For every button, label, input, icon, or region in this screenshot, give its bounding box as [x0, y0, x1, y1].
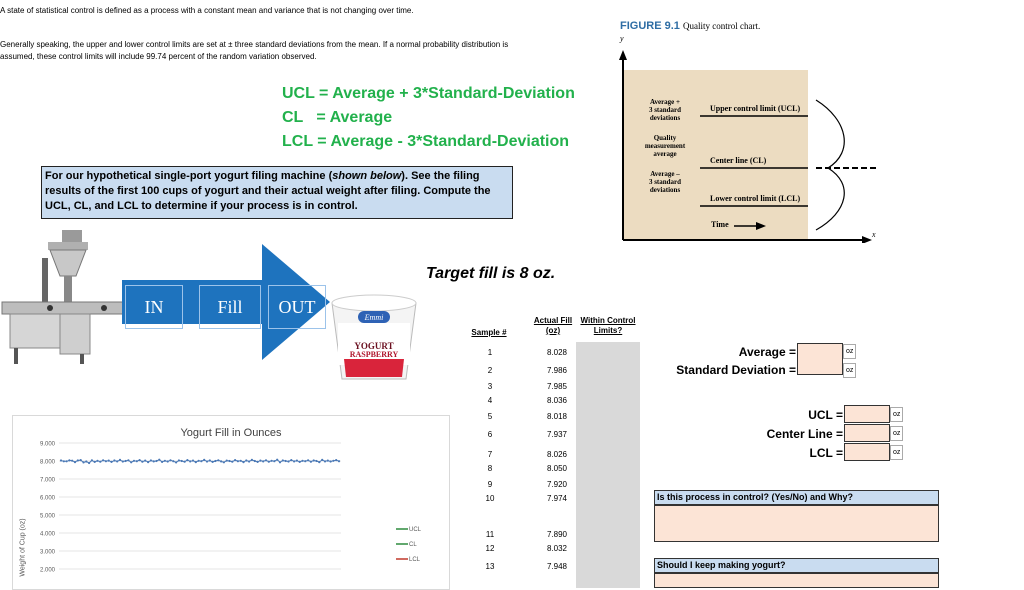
- chart-fill-point: [262, 460, 264, 462]
- chart-fill-point: [155, 460, 157, 462]
- yogurt-brand: Emmi: [364, 313, 384, 322]
- chart-fill-point: [153, 460, 155, 462]
- chart-fill-point: [60, 459, 62, 461]
- chart-fill-point: [251, 459, 253, 461]
- chart-fill-point: [214, 460, 216, 462]
- chart-fill-point: [285, 460, 287, 462]
- header-within-control-2: Limits?: [593, 326, 623, 335]
- chart-fill-point: [189, 460, 191, 462]
- chart-fill-point: [223, 461, 225, 463]
- answer-keep-making[interactable]: [654, 573, 939, 588]
- chart-fill-point: [164, 460, 166, 462]
- table-row-sample: 6: [487, 430, 493, 439]
- table-row-fill: 8.028: [546, 348, 568, 357]
- chart-fill-point: [144, 460, 146, 462]
- chart-legend-label: UCL: [409, 527, 422, 533]
- figure-x-axis-label: x: [872, 230, 876, 239]
- chart-fill-point: [231, 461, 233, 463]
- figure-left-label-4: measurement: [644, 142, 686, 150]
- figure-label-lcl-side: [630, 170, 700, 194]
- chart-fill-point: [234, 459, 236, 461]
- chart-fill-point: [71, 460, 73, 462]
- chart-fill-point: [271, 460, 273, 462]
- chart-fill-point: [99, 461, 101, 463]
- intro-line-1: A state of statistical control is defined as a process with a constant mean and variance that is not changing over time.: [0, 6, 414, 15]
- table-row-fill: 7.890: [546, 530, 568, 539]
- chart-fill-point: [206, 460, 208, 462]
- chart-fill-point: [307, 459, 309, 461]
- chart-fill-point: [167, 460, 169, 462]
- quality-control-figure: [616, 18, 886, 243]
- table-row-sample: 9: [487, 480, 493, 489]
- chart-fill-point: [203, 459, 205, 461]
- chart-fill-point: [105, 460, 107, 462]
- chart-y-tick-label: 4.000: [39, 531, 55, 538]
- table-row-sample: 8: [487, 464, 493, 473]
- chart-fill-point: [257, 461, 259, 463]
- chart-fill-point: [141, 461, 143, 463]
- figure-ucl-label: Upper control limit (UCL): [710, 104, 801, 113]
- chart-fill-point: [279, 461, 281, 463]
- chart-fill-point: [324, 460, 326, 462]
- chart-fill-point: [119, 459, 121, 461]
- intro-line-2: Generally speaking, the upper and lower control limits are set at ± three standard deviations from the mean. If a normal probability distribution is: [0, 40, 509, 49]
- chart-legend-label: CL: [409, 542, 417, 548]
- chart-fill-point: [186, 459, 188, 461]
- process-step-in-label: IN: [144, 297, 164, 317]
- table-row-sample: 7: [487, 450, 493, 459]
- chart-fill-point: [318, 461, 320, 463]
- chart-fill-point: [200, 460, 202, 462]
- table-row-fill: 7.985: [546, 382, 568, 391]
- ucl-unit: oz: [890, 407, 903, 422]
- process-step-out-label: OUT: [278, 297, 316, 317]
- table-row-fill: 7.974: [546, 494, 568, 503]
- header-within-control: [576, 316, 640, 336]
- chart-y-tick-label: 9.000: [39, 441, 55, 448]
- chart-fill-point: [240, 460, 242, 462]
- figure-left-label-6: Average –: [650, 170, 680, 178]
- chart-fill-point: [335, 459, 337, 461]
- chart-fill-point: [296, 460, 298, 462]
- figure-left-label-5: average: [653, 150, 677, 158]
- chart-fill-point: [237, 460, 239, 462]
- chart-fill-point: [195, 461, 197, 463]
- target-fill-label: Target fill is 8 oz.: [426, 265, 556, 282]
- ucl-formula: UCL = Average + 3*Standard-Deviation: [282, 85, 575, 102]
- problem-text-2: ). See the filing results of the first 100 cups of yogurt and their actual weight after filing. Compute the UCL, CL, and LCL to determine if your process is in control.: [45, 170, 491, 212]
- figure-left-label-1: 3 standard: [648, 106, 682, 114]
- answer-in-control[interactable]: [654, 505, 939, 542]
- table-row-fill: 7.948: [546, 562, 568, 571]
- filling-machine-illustration: [0, 228, 125, 368]
- chart-fill-point: [220, 460, 222, 462]
- table-row-fill: 8.036: [546, 396, 568, 405]
- chart-fill-point: [80, 459, 82, 461]
- stdev-label: Standard Deviation =: [676, 363, 796, 377]
- process-step-fill-label: Fill: [217, 297, 243, 317]
- chart-fill-point: [265, 459, 267, 461]
- chart-fill-point: [184, 461, 186, 463]
- chart-fill-point: [228, 460, 230, 462]
- chart-fill-point: [150, 459, 152, 461]
- table-row-fill: 8.026: [546, 450, 568, 459]
- chart-fill-point: [127, 459, 129, 461]
- chart-fill-point: [332, 460, 334, 462]
- chart-fill-point: [169, 459, 171, 461]
- figure-label-cl-side: [630, 134, 700, 158]
- table-row-sample: 5: [487, 412, 493, 421]
- table-row-fill: 8.050: [546, 464, 568, 473]
- table-row-sample: 12: [485, 544, 495, 553]
- chart-fill-point: [102, 459, 104, 461]
- chart-fill-point: [88, 462, 90, 464]
- yogurt-fill-chart: [12, 415, 450, 590]
- cl-input[interactable]: [844, 424, 890, 442]
- chart-fill-point: [108, 460, 110, 462]
- chart-fill-point: [77, 459, 79, 461]
- chart-fill-point: [212, 461, 214, 463]
- chart-fill-point: [68, 459, 70, 461]
- chart-fill-point: [273, 460, 275, 462]
- chart-fill-point: [301, 460, 303, 462]
- header-actual-fill-1: Actual Fill: [533, 316, 573, 325]
- chart-y-tick-label: 8.000: [39, 459, 55, 466]
- figure-caption: [620, 20, 760, 32]
- header-actual-fill: [524, 316, 582, 336]
- chart-fill-point: [287, 460, 289, 462]
- chart-title: Yogurt Fill in Ounces: [180, 427, 282, 439]
- figure-lcl-label: Lower control limit (LCL): [710, 194, 801, 203]
- figure-left-label-7: 3 standard: [648, 178, 682, 186]
- table-row-sample: 2: [487, 366, 493, 375]
- figure-y-axis-label: y: [620, 34, 624, 43]
- figure-left-label-2: deviations: [649, 114, 681, 122]
- chart-fill-point: [313, 459, 315, 461]
- chart-y-tick-label: 2.000: [39, 567, 55, 574]
- process-step-out: [268, 285, 326, 329]
- ucl-input[interactable]: [844, 405, 890, 423]
- chart-fill-point: [147, 461, 149, 463]
- chart-y-axis-label: Weight of Cup (oz): [19, 518, 27, 577]
- chart-fill-point: [248, 460, 250, 462]
- table-row-fill: 7.920: [546, 480, 568, 489]
- chart-fill-point: [276, 459, 278, 461]
- chart-fill-point: [158, 459, 160, 461]
- average-input[interactable]: [797, 343, 843, 375]
- chart-fill-point: [96, 460, 98, 462]
- chart-fill-point: [133, 460, 135, 462]
- chart-y-tick-label: 7.000: [39, 477, 55, 484]
- chart-fill-point: [136, 460, 138, 462]
- chart-fill-point: [74, 461, 76, 463]
- table-row-sample: 10: [485, 494, 495, 503]
- problem-statement: [41, 166, 513, 219]
- figure-left-label-0: Average +: [649, 98, 681, 106]
- header-within-control-1: Within Control: [580, 316, 636, 325]
- process-step-in: [125, 285, 183, 329]
- lcl-unit: oz: [890, 445, 903, 460]
- problem-italic: shown below: [332, 170, 402, 182]
- chart-fill-point: [259, 460, 261, 462]
- chart-fill-point: [94, 461, 96, 463]
- average-unit: oz: [843, 344, 856, 359]
- chart-fill-point: [315, 460, 317, 462]
- chart-fill-point: [282, 459, 284, 461]
- chart-fill-point: [172, 460, 174, 462]
- chart-fill-point: [161, 461, 163, 463]
- yogurt-label-1: YOGURT: [354, 341, 394, 351]
- table-row-fill: 7.986: [546, 366, 568, 375]
- header-actual-fill-2: (oz): [545, 326, 561, 335]
- ucl-result-label: UCL =: [808, 408, 843, 422]
- chart-fill-point: [304, 460, 306, 462]
- chart-y-tick-label: 3.000: [39, 549, 55, 556]
- chart-y-tick-label: 6.000: [39, 495, 55, 502]
- average-label: Average =: [738, 345, 796, 359]
- chart-y-tick-label: 5.000: [39, 513, 55, 520]
- intro-line-3: assumed, these control limits will include 99.74 percent of the random variation observed.: [0, 52, 317, 61]
- question-in-control: Is this process in control? (Yes/No) and Why?: [654, 490, 939, 505]
- data-table: [470, 312, 640, 588]
- table-row-fill: 8.018: [546, 412, 568, 421]
- chart-fill-point: [245, 459, 247, 461]
- cl-result-label: Center Line =: [766, 427, 843, 441]
- chart-fill-point: [175, 461, 177, 463]
- cl-unit: oz: [890, 426, 903, 441]
- figure-time-label: Time: [711, 220, 729, 229]
- chart-fill-point: [82, 461, 84, 463]
- chart-fill-point: [299, 461, 301, 463]
- chart-fill-point: [113, 459, 115, 461]
- chart-fill-point: [63, 460, 65, 462]
- question-keep-making: Should I keep making yogurt?: [654, 558, 939, 573]
- table-row-sample: 13: [485, 562, 495, 571]
- chart-fill-point: [66, 460, 68, 462]
- chart-fill-point: [293, 460, 295, 462]
- figure-label-ucl-side: [630, 98, 700, 122]
- process-step-fill: [199, 285, 261, 329]
- yogurt-label-2: RASPBERRY: [349, 350, 399, 359]
- chart-fill-point: [242, 461, 244, 463]
- lcl-result-label: LCL =: [809, 446, 843, 460]
- chart-fill-point: [226, 460, 228, 462]
- chart-fill-point: [268, 461, 270, 463]
- table-row-sample: 1: [487, 348, 493, 357]
- chart-fill-point: [338, 460, 340, 462]
- yogurt-cup-image: [330, 293, 418, 383]
- figure-cl-label: Center line (CL): [710, 156, 767, 165]
- lcl-input[interactable]: [844, 443, 890, 461]
- chart-fill-point: [209, 459, 211, 461]
- chart-fill-point: [178, 459, 180, 461]
- table-row-fill: 8.032: [546, 544, 568, 553]
- figure-left-label-8: deviations: [649, 186, 681, 194]
- chart-fill-point: [327, 460, 329, 462]
- table-row-sample: 4: [487, 396, 493, 405]
- chart-fill-point: [116, 460, 118, 462]
- chart-fill-point: [85, 460, 87, 462]
- problem-text-1: For our hypothetical single-port yogurt filing machine (: [45, 170, 333, 182]
- table-row-fill: 7.937: [546, 430, 568, 439]
- chart-fill-point: [192, 460, 194, 462]
- chart-fill-point: [310, 461, 312, 463]
- lcl-formula: LCL = Average - 3*Standard-Deviation: [282, 133, 570, 150]
- header-sample: Sample #: [471, 328, 507, 337]
- chart-fill-point: [217, 459, 219, 461]
- figure-caption-text: Quality control chart.: [682, 21, 761, 31]
- table-row-sample: 11: [485, 530, 495, 539]
- chart-fill-point: [330, 460, 332, 462]
- table-row-sample: 3: [487, 382, 493, 391]
- figure-left-label-3: Quality: [653, 134, 677, 142]
- figure-caption-label: FIGURE 9.1: [620, 20, 680, 32]
- chart-fill-point: [254, 460, 256, 462]
- chart-fill-point: [91, 459, 93, 461]
- chart-fill-point: [181, 460, 183, 462]
- chart-fill-point: [198, 460, 200, 462]
- chart-fill-point: [125, 460, 127, 462]
- chart-fill-point: [122, 460, 124, 462]
- chart-fill-point: [110, 461, 112, 463]
- chart-fill-point: [321, 459, 323, 461]
- chart-fill-point: [130, 461, 132, 463]
- chart-fill-point: [290, 459, 292, 461]
- chart-fill-point: [139, 459, 141, 461]
- chart-legend-label: LCL: [409, 557, 421, 563]
- stdev-unit: oz: [843, 363, 856, 378]
- chart-plot-area: [13, 416, 449, 589]
- cl-formula: CL = Average: [282, 109, 393, 126]
